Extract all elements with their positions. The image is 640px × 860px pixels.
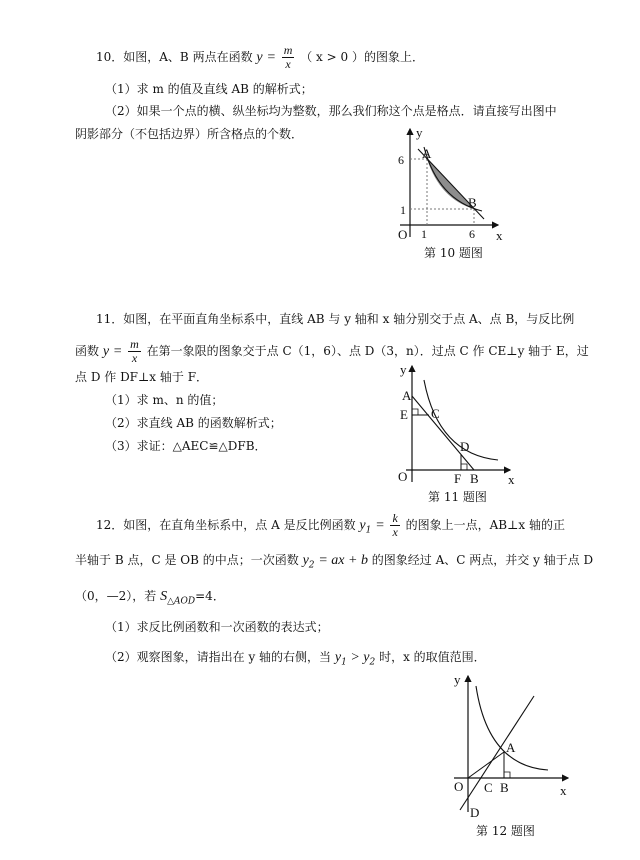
q12-line1: 12．如图，在直角坐标系中，点 A 是反比例函数 $y_1$ = $\frac{k}{x}$ 的图象上一点，AB⊥x 轴的正 bbox=[96, 511, 565, 539]
q12-label-o: O bbox=[454, 779, 464, 794]
q11-label-x: x bbox=[508, 472, 515, 487]
q12-label-d: D bbox=[470, 805, 480, 820]
q11-caption: 第 11 题图 bbox=[428, 490, 487, 504]
q11-label-c: C bbox=[431, 406, 440, 421]
q12-label-x: x bbox=[560, 783, 567, 798]
q12-graph bbox=[448, 672, 578, 820]
q12-right-angle-b bbox=[504, 772, 510, 778]
q12-line3: （0，—2），若 $S_{\triangle AOD}=4$． bbox=[75, 589, 225, 607]
q10-part2-cont: 阴影部分（不包括边界）所含格点的个数． bbox=[75, 127, 304, 141]
q11-label-b: B bbox=[470, 471, 479, 486]
q11-graph bbox=[390, 362, 520, 487]
q11-part2: （2）求直线 AB 的函数解析式； bbox=[105, 416, 282, 430]
q11-line2: 函数 y = $\frac{m}{x}$ 在第一象限的图象交于点 C（1，6）、点 D（3，n）．过点 C 作 CE⊥y 轴于 E，过 bbox=[75, 337, 589, 365]
q11-part3: （3）求证：△AEC≌△DFB． bbox=[105, 439, 267, 453]
q10-stem: 10．如图，A、B 两点在函数 y = $\frac{m}{x}$ （ x > 0 ）的图象上． bbox=[96, 43, 424, 71]
q11-right-angle-e bbox=[412, 409, 418, 415]
q12-figure bbox=[448, 672, 578, 820]
q10-label-b: B bbox=[468, 195, 477, 210]
q12-line-dca bbox=[460, 696, 534, 810]
q10-fraction: $\frac{m}{x}$ bbox=[283, 43, 293, 71]
q11-label-y: y bbox=[400, 362, 407, 377]
q10-label-six-x: 6 bbox=[469, 227, 475, 241]
q11-part1: （1）求 m、n 的值； bbox=[105, 393, 224, 407]
q10-func-y: y bbox=[256, 50, 263, 65]
q11-label-e: E bbox=[400, 407, 408, 422]
q11-right-angle-f bbox=[461, 464, 467, 470]
q10-part1: （1）求 m 的值及直线 AB 的解析式； bbox=[105, 82, 313, 96]
q11-line1: 11．如图，在平面直角坐标系中，直线 AB 与 y 轴和 x 轴分别交于点 A、点 B，与反比例 bbox=[96, 312, 575, 326]
q10-part2: （2）如果一个点的横、纵坐标均为整数，那么我们称这个点是格点．请直接写出图中 bbox=[105, 104, 557, 118]
q12-label-b: B bbox=[500, 780, 509, 795]
q11-line3: 点 D 作 DF⊥x 轴于 F． bbox=[75, 370, 209, 384]
q10-label-x: x bbox=[496, 228, 503, 243]
q10-figure bbox=[380, 125, 510, 243]
q12-hyperbola bbox=[476, 686, 548, 770]
q12-fraction: $\frac{k}{x}$ bbox=[392, 511, 398, 539]
q10-label-six-y: 6 bbox=[398, 153, 404, 167]
q11-label-d: D bbox=[460, 439, 470, 454]
q12-line2: 半轴于 B 点，C 是 OB 的中点；一次函数 $y_2$ = ax + b 的图象经过 A、C 两点，并交 y 轴于点 D bbox=[75, 553, 594, 571]
q12-part1: （1）求反比例函数和一次函数的表达式； bbox=[105, 620, 329, 634]
q10-label-o: O bbox=[398, 227, 408, 242]
q10-graph bbox=[380, 125, 510, 243]
q12-caption: 第 12 题图 bbox=[476, 824, 535, 838]
q11-figure bbox=[390, 362, 520, 487]
q10-label-one-x: 1 bbox=[421, 227, 427, 241]
q10-label-one-y: 1 bbox=[400, 203, 406, 217]
q11-label-o: O bbox=[398, 469, 408, 484]
q12-part2: （2）观察图象，请指出在 y 轴的右侧，当 $y_1 > y_2$ 时，x 的取值范围． bbox=[105, 650, 486, 668]
q11-label-a: A bbox=[402, 388, 412, 403]
q10-label-y: y bbox=[416, 125, 423, 140]
q10-label-a: A bbox=[422, 146, 432, 161]
q12-line-oa bbox=[468, 752, 504, 778]
q11-fraction: $\frac{m}{x}$ bbox=[130, 337, 139, 365]
q10-caption: 第 10 题图 bbox=[424, 246, 483, 260]
q12-label-a: A bbox=[506, 740, 516, 755]
q11-label-f: F bbox=[454, 471, 462, 486]
q11-line-ab bbox=[412, 396, 474, 470]
q12-label-c: C bbox=[484, 780, 493, 795]
q12-label-y: y bbox=[454, 672, 461, 687]
